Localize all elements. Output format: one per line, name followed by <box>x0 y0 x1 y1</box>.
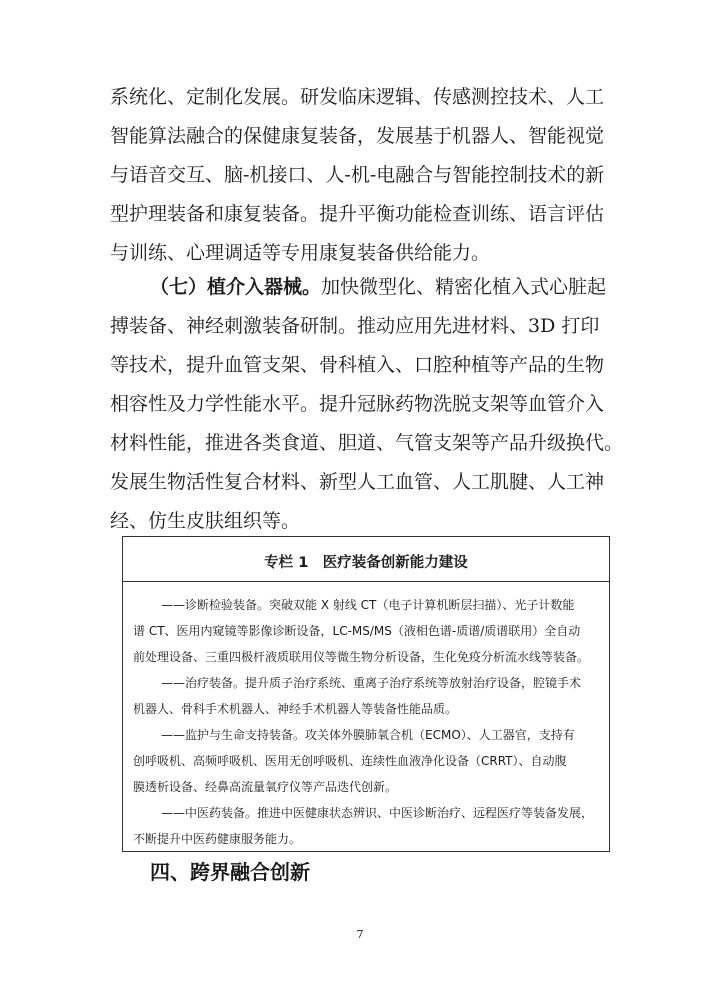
box-line: 创呼吸机、高频呼吸机、医用无创呼吸机、连续性血液净化设备（CRRT）、自动腹 <box>133 754 567 768</box>
section-heading: 四、跨界融合创新 <box>150 860 310 884</box>
implant-devices-paragraph <box>110 268 630 541</box>
column-box-divider <box>123 581 609 582</box>
paragraph-first-line <box>110 268 630 307</box>
subsection-lead: （七）植介入器械。 <box>150 276 322 298</box>
paragraph-line: 系统化、定制化发展。研发临床逻辑、传感测控技术、人工 <box>110 86 605 108</box>
column-box <box>122 536 610 852</box>
paragraph-line: 经、仿生皮肤组织等。 <box>110 510 301 532</box>
box-line: 不断提升中医药健康服务能力。 <box>133 832 302 846</box>
paragraph-line: 与语音交互、脑-机接口、人-机-电融合与智能控制技术的新 <box>110 164 605 186</box>
paragraph-line: 型护理装备和康复装备。提升平衡功能检查训练、语言评估 <box>110 203 605 225</box>
box-line: ——治疗装备。提升质子治疗系统、重离子治疗系统等放射治疗设备，腔镜手术 <box>161 676 582 690</box>
paragraph-line: 材料性能，推进各类食道、胆道、气管支架等产品升级换代。 <box>110 432 624 454</box>
box-line: 机器人、骨科手术机器人、神经手术机器人等装备性能品质。 <box>133 702 458 716</box>
paragraph-line: 搏装备、神经刺激装备研制。推动应用先进材料、3D 打印 <box>110 315 600 337</box>
box-line: ——中医药装备。推进中医健康状态辨识、中医诊断治疗、远程医疗等装备发展， <box>161 806 594 820</box>
box-line: ——监护与生命支持装备。攻关体外膜肺氧合机（ECMO）、人工器官，支持有 <box>161 728 575 742</box>
paragraph-text: 加快微型化、精密化植入式心脏起 <box>321 276 607 298</box>
box-line: 前处理设备、三重四极杆液质联用仪等微生物分析设备，生化免疫分析流水线等装备。 <box>133 650 590 664</box>
box-line: ——诊断检验装备。突破双能 X 射线 CT（电子计算机断层扫描）、光子计数能 <box>161 598 575 612</box>
paragraph-line: 智能算法融合的保健康复装备，发展基于机器人、智能视觉 <box>110 125 605 147</box>
body-paragraph <box>110 78 630 273</box>
column-box-body <box>133 592 599 852</box>
paragraph-line: 相容性及力学性能水平。提升冠脉药物洗脱支架等血管介入 <box>110 393 605 415</box>
box-line: 谱 CT、医用内窥镜等影像诊断设备，LC-MS/MS（液相色谱-质谱/质谱联用）全自动 <box>133 624 581 638</box>
paragraph-line: 发展生物活性复合材料、新型人工血管、人工肌腱、人工神 <box>110 471 605 493</box>
box-line: 膜透析设备、经鼻高流量氧疗仪等产品迭代创新。 <box>133 780 398 794</box>
paragraph-line: 与训练、心理调适等专用康复装备供给能力。 <box>110 242 491 264</box>
column-box-title: 专栏 1 医疗装备创新能力建设 <box>264 555 468 571</box>
paragraph-line: 等技术，提升血管支架、骨科植入、口腔种植等产品的生物 <box>110 354 605 376</box>
page-number: 7 <box>356 928 364 941</box>
